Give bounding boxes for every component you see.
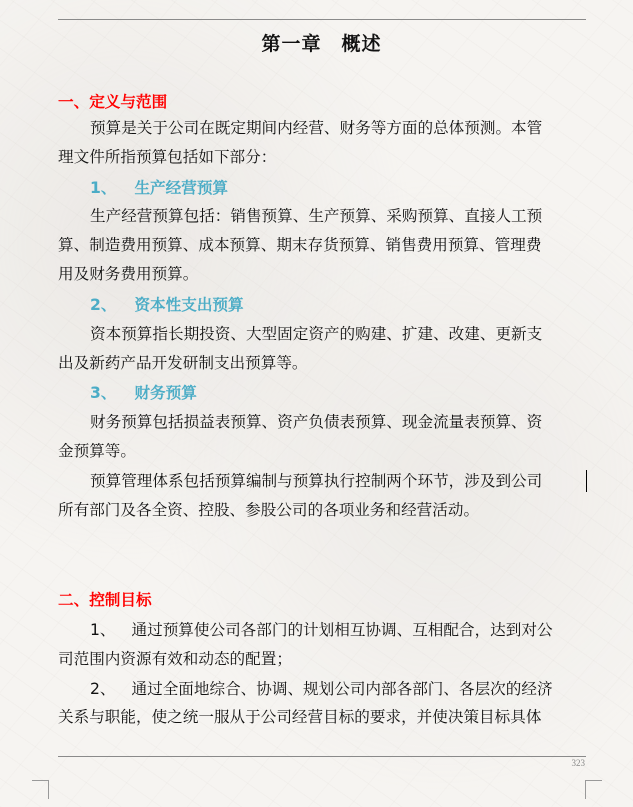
footer-rule (58, 756, 586, 757)
header-rule (58, 19, 586, 20)
list-number: 2、 (90, 680, 116, 698)
crop-mark-left (32, 780, 49, 799)
subheading-label: 财务预算 (134, 384, 197, 402)
chapter-title: 第一章 概述 (261, 33, 382, 55)
subheading-number: 3、 (90, 384, 117, 402)
paragraph-line: 司范围内资源有效和动态的配置； (58, 650, 292, 668)
section-heading: 一、定义与范围 (58, 93, 168, 111)
list-item (90, 620, 630, 640)
subheading-label: 资本性支出预算 (134, 296, 244, 314)
list-text: 通过全面地综合、协调、规划公司内部各部门、各层次的经济 (131, 680, 553, 698)
list-number: 1、 (90, 621, 116, 639)
list-text: 通过预算使公司各部门的计划相互协调、互相配合，达到对公 (131, 621, 553, 639)
paragraph-line: 金预算等。 (58, 442, 136, 460)
page-number: 323 (571, 758, 585, 768)
crop-mark-right (585, 780, 602, 799)
subheading-label: 生产经营预算 (134, 179, 229, 197)
subheading-number: 2、 (90, 296, 117, 314)
subheading-number: 1、 (90, 179, 117, 197)
paragraph-line: 出及新药产品开发研制支出预算等。 (58, 354, 308, 372)
paragraph-line: 资本预算指长期投资、大型固定资产的购建、扩建、改建、更新支 (90, 325, 543, 343)
paragraph-line: 用及财务费用预算。 (58, 265, 199, 283)
section-heading: 二、控制目标 (58, 591, 152, 609)
paragraph-line: 理文件所指预算包括如下部分： (58, 148, 277, 166)
paragraph-line: 预算是关于公司在既定期间内经营、财务等方面的总体预测。本管 (90, 119, 543, 137)
paragraph-line: 生产经营预算包括：销售预算、生产预算、采购预算、直接人工预 (90, 207, 543, 225)
subheading-capital (90, 295, 630, 315)
paragraph-line: 财务预算包括损益表预算、资产负债表预算、现金流量表预算、资 (90, 413, 543, 431)
paragraph-line: 预算管理体系包括预算编制与预算执行控制两个环节，涉及到公司 (90, 472, 543, 490)
paragraph-line: 算、制造费用预算、成本预算、期末存货预算、销售费用预算、管理费 (58, 236, 542, 254)
paragraph-line: 关系与职能，使之统一服从于公司经营目标的要求，并使决策目标具体 (58, 708, 542, 726)
subheading-finance (90, 383, 630, 403)
paragraph-line: 所有部门及各全资、控股、参股公司的各项业务和经营活动。 (58, 501, 480, 519)
text-cursor (586, 470, 587, 492)
list-item (90, 679, 630, 699)
subheading-production (90, 178, 630, 198)
